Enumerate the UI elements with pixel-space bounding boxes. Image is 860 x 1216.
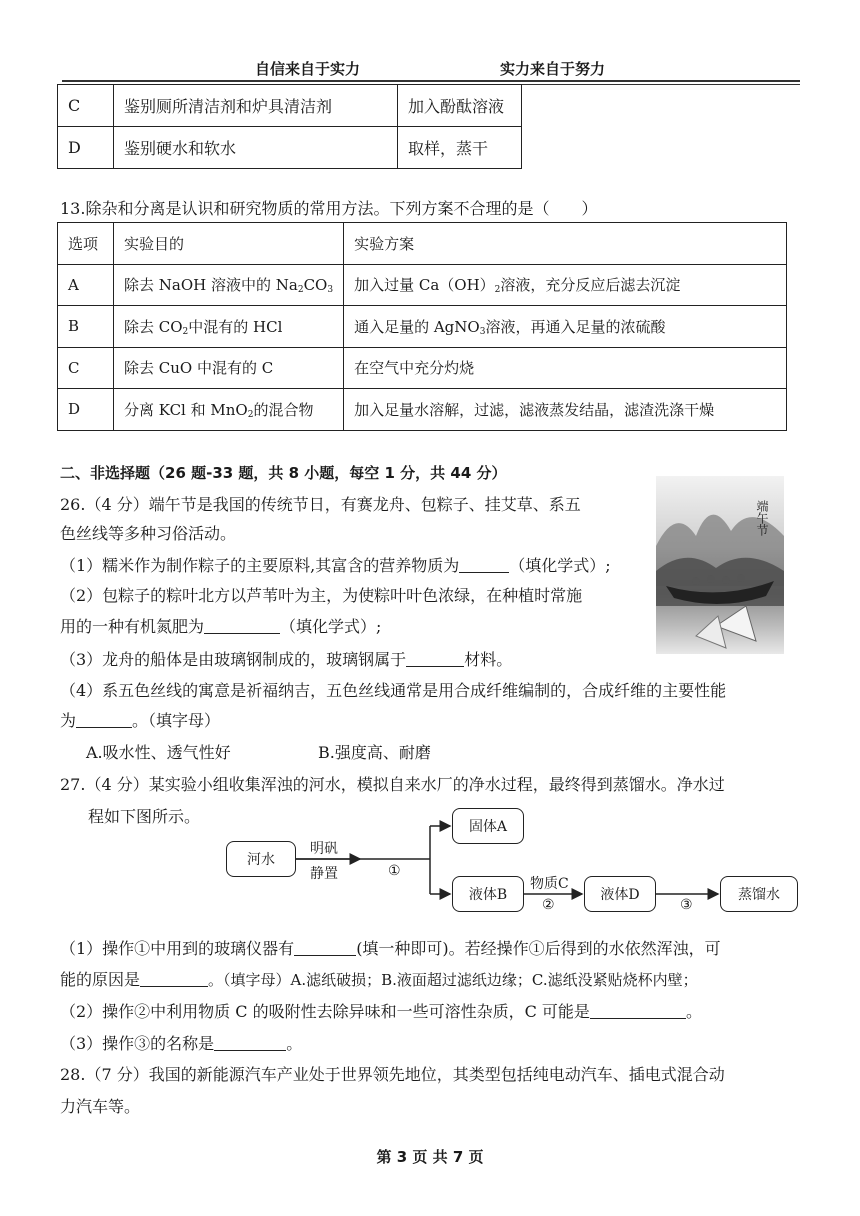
section-2-title: 二、非选择题（26 题-33 题，共 8 小题，每空 1 分，共 44 分） <box>60 464 507 482</box>
q27-part1-line2: 能的原因是 。（填字母）A.滤纸破损；B.液面超过滤纸边缘；C.滤纸没紧贴烧杯内壁； <box>60 970 698 989</box>
answer-blank[interactable] <box>140 971 208 987</box>
table-cell-option: B <box>58 306 114 348</box>
q26-part3: （3）龙舟的船体是由玻璃钢制成的，玻璃钢属于 材料。 <box>60 650 513 669</box>
q26-part2-line1: （2）包粽子的粽叶北方以芦苇叶为主，为使粽叶叶色浓绿，在种植时常施 <box>60 586 583 605</box>
table-cell-purpose: 除去 NaOH 溶液中的 $Na_2CO_3$ <box>114 264 344 306</box>
table-cell-option: C <box>58 85 114 127</box>
settle-label: 静置 <box>310 866 338 882</box>
page-number-footer: 第 3 页 共 7 页 <box>376 1148 484 1166</box>
table-cell-purpose: 除去 $CO_2$中混有的 HCl <box>114 306 344 348</box>
q26-part4-line2: 为 。（填字母） <box>60 711 221 730</box>
table-cell-option: D <box>58 389 114 431</box>
table-cell-purpose: 除去 CuO 中混有的 C <box>114 347 344 389</box>
step1-label: ① <box>388 863 401 879</box>
q26-intro-line2: 色丝线等多种习俗活动。 <box>60 524 237 543</box>
river-water-box: 河水 <box>226 841 296 877</box>
step2-label: ② <box>542 897 555 913</box>
table-cell-plan: 加入过量 $Ca(OH)_2$溶液，充分反应后滤去沉淀 <box>344 264 787 306</box>
table-header-option: 选项 <box>58 223 114 265</box>
q26-option-b: B.强度高、耐磨 <box>318 743 431 762</box>
header-right-motto: 实力来自于努力 <box>500 60 606 78</box>
q28-line2: 力汽车等。 <box>60 1097 141 1116</box>
header-left-motto: 自信来自于实力 <box>255 60 361 78</box>
q27-part2: （2）操作②中利用物质 C 的吸附性去除异味和一些可溶性杂质，C 可能是 。 <box>60 1002 702 1021</box>
q27-part1-line1: （1）操作①中用到的玻璃仪器有 (填一种即可)。若经操作①后得到的水依然浑浊，可 <box>60 939 721 958</box>
table-cell-plan: 加入酚酞溶液 <box>398 85 522 127</box>
table-cell-plan: 通入足量的 AgNO$_3$溶液，再通入足量的浓硫酸 <box>344 306 787 348</box>
answer-blank[interactable] <box>214 1035 286 1051</box>
table-header-purpose: 实验目的 <box>114 223 344 265</box>
table-cell-plan: 加入足量水溶解，过滤，滤液蒸发结晶，滤渣洗涤干燥 <box>344 389 787 431</box>
distilled-water-box: 蒸馏水 <box>720 876 798 912</box>
step3-label: ③ <box>680 897 693 913</box>
festival-title-text: 端午节 <box>755 500 769 536</box>
q26-part4-line1: （4）系五色丝线的寓意是祈福纳吉，五色丝线通常是用合成纤维编制的，合成纤维的主要性能 <box>60 681 727 700</box>
liquid-b-box: 液体B <box>452 876 524 912</box>
q26-option-a: A.吸水性、透气性好 <box>86 743 231 762</box>
table-cell-option: C <box>58 347 114 389</box>
solid-a-box: 固体A <box>452 808 524 844</box>
q27-intro-line1: 27.（4 分）某实验小组收集浑浊的河水，模拟自来水厂的净水过程，最终得到蒸馏水。净水过 <box>60 775 725 794</box>
alum-label: 明矾 <box>310 841 338 857</box>
liquid-d-box: 液体D <box>584 876 656 912</box>
q28-line1: 28.（7 分）我国的新能源汽车产业处于世界领先地位，其类型包括纯电动汽车、插电式混合动 <box>60 1065 725 1084</box>
table-header-plan: 实验方案 <box>344 223 787 265</box>
table-cell-option: A <box>58 264 114 306</box>
q27-intro-line2: 程如下图所示。 <box>88 807 201 826</box>
table-cell-plan: 在空气中充分灼烧 <box>344 347 787 389</box>
q27-part3: （3）操作③的名称是 。 <box>60 1034 303 1053</box>
answer-blank[interactable] <box>294 940 356 956</box>
q26-part1: （1）糯米作为制作粽子的主要原料,其富含的营养物质为 （填化学式）; <box>60 556 611 575</box>
answer-blank[interactable] <box>590 1003 686 1019</box>
table-cell-option: D <box>58 127 114 169</box>
substance-c-label: 物质C <box>530 876 569 892</box>
table-cell-plan: 取样，蒸干 <box>398 127 522 169</box>
q13-stem: 13.除杂和分离是认识和研究物质的常用方法。下列方案不合理的是（ ） <box>60 199 598 218</box>
q26-intro-line1: 26.（4 分）端午节是我国的传统节日，有赛龙舟、包粽子、挂艾草、系五 <box>60 495 581 514</box>
table-cell-purpose: 分离 KCl 和 MnO$_2$的混合物 <box>114 389 344 431</box>
table-cell-purpose: 鉴别厕所清洁剂和炉具清洁剂 <box>114 85 398 127</box>
q26-part2-line2: 用的一种有机氮肥为 （填化学式）; <box>60 617 382 636</box>
table-cell-purpose: 鉴别硬水和软水 <box>114 127 398 169</box>
